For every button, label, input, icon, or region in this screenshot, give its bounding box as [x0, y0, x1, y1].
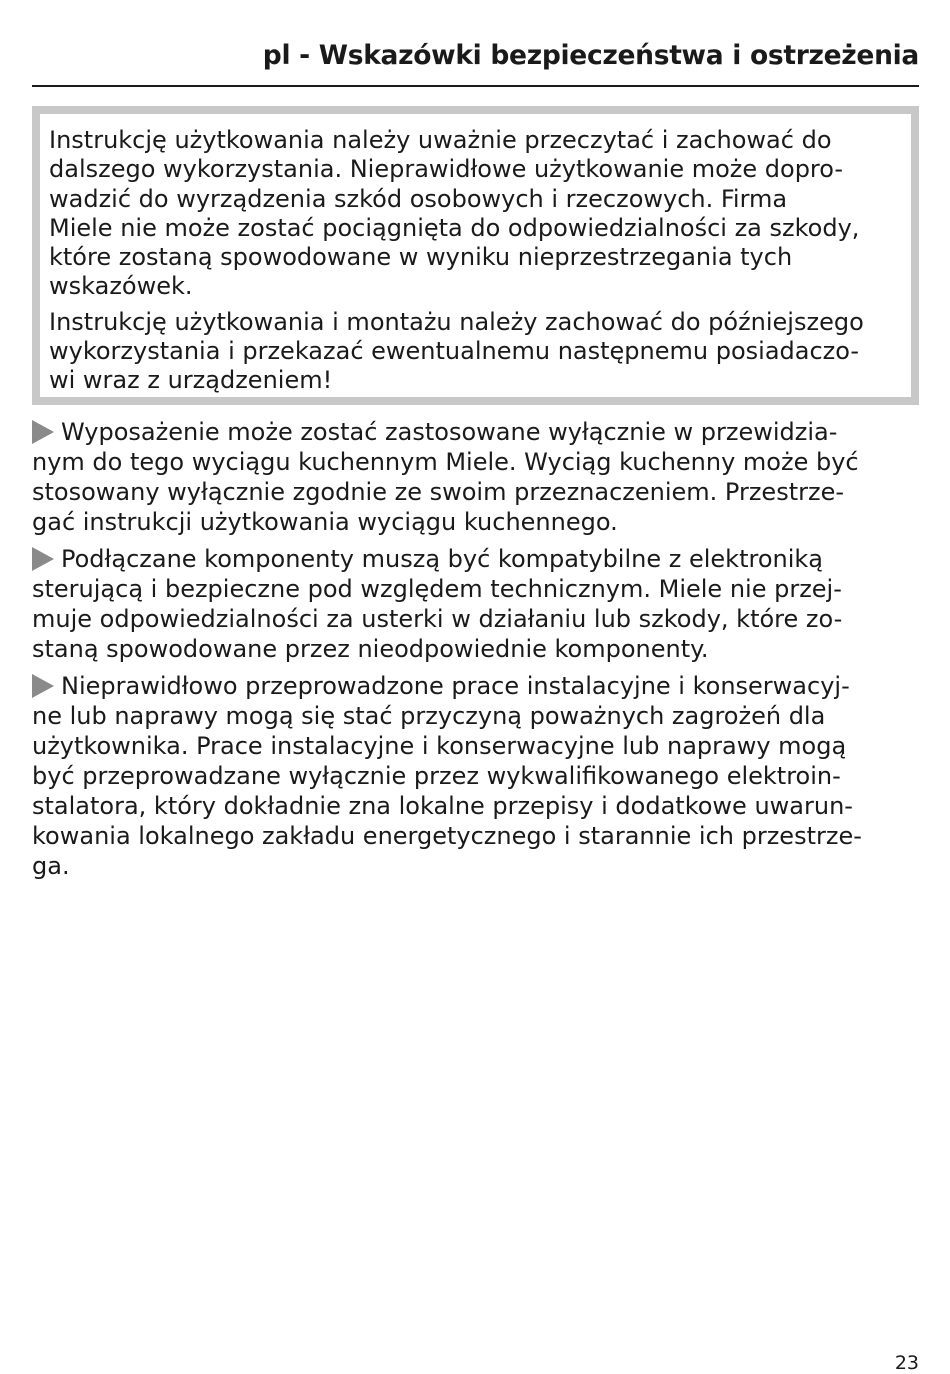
- instruction-item: [32, 671, 919, 881]
- arrow-right-icon: [32, 420, 54, 444]
- instruction-text: Nieprawidłowo przeprowadzone prace instalacyjne i konserwacyj- ne lub naprawy mogą się stać przyczyną poważnych zagrożeń dla użytkownika. Prace instalacyjne i konserwacyjne lub naprawy mogą być przeprowadzane wyłącznie przez wykwalifikowanego elektroin- stalatora, który dokładnie zna lokalne przepisy i dodatkowe uwarun- kowania lokalnego zakładu energetycznego i starannie ich przestrze- ga.: [32, 672, 862, 880]
- warning-paragraph: Instrukcję użytkowania i montażu należy zachować do późniejszego wykorzystania i przekazać ewentualnemu następnemu posiadaczo- wi wraz z urządzeniem!: [49, 307, 864, 395]
- page-number: 23: [894, 1352, 919, 1374]
- page-header: [32, 30, 919, 87]
- arrow-right-icon: [32, 547, 54, 571]
- warning-paragraph: Instrukcję użytkowania należy uważnie przeczytać i zachować do dalszego wykorzystania. Nieprawidłowe użytkowanie może dopro- wadzić do wyrządzenia szkód osobowych i rzeczowych. Firma Miele nie może zostać pociągnięta do odpowiedzialności za szkody, które zostaną spowodowane w wyniku nieprzestrzegania tych wskazówek.: [49, 126, 860, 301]
- instruction-text: Wyposażenie może zostać zastosowane wyłącznie w przewidzia- nym do tego wyciągu kuchennym Miele. Wyciąg kuchenny może być stosowany wyłącznie zgodnie ze swoim przeznaczeniem. Przestrze- gać instrukcji użytkowania wyciągu kuchennego.: [32, 418, 859, 536]
- instruction-text: Podłączane komponenty muszą być kompatybilne z elektroniką sterującą i bezpieczne pod względem technicznym. Miele nie przej- muje odpowiedzialności za usterki w działaniu lub szkody, które zo- staną spowodowane przez nieodpowiednie komponenty.: [32, 545, 843, 663]
- arrow-right-icon: [32, 674, 54, 698]
- instruction-item: [32, 417, 919, 537]
- page-title: pl - Wskazówki bezpieczeństwa i ostrzeżenia: [262, 40, 919, 71]
- instruction-list: [32, 417, 919, 888]
- instruction-item: [32, 544, 919, 664]
- warning-box: [32, 106, 919, 405]
